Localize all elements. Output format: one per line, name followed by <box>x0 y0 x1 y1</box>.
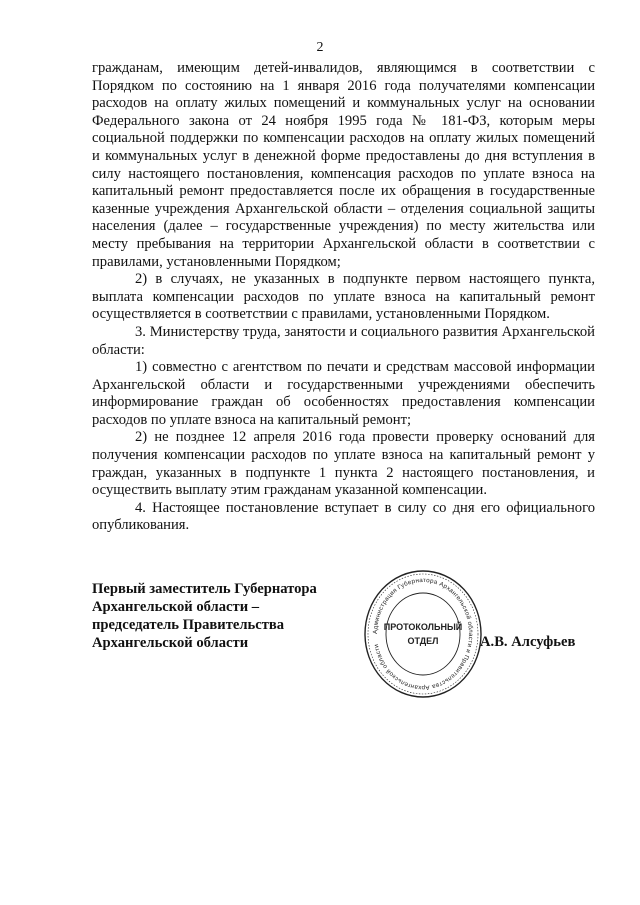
document-body <box>92 60 595 535</box>
paragraph-2: 2) в случаях, не указанных в подпункте первом настоящего пункта, выплата компенсации расходов по уплате взноса на капитальный ремонт осуществляется в соответствии с правилами, установленными Порядком. <box>92 271 595 323</box>
signature-title-line: Первый заместитель Губернатора <box>92 581 317 597</box>
page-number: 2 <box>316 40 324 55</box>
paragraph-6: 4. Настоящее постановление вступает в силу со дня его официального опубликования. <box>92 499 595 534</box>
official-stamp <box>362 568 484 700</box>
stamp-inner-line-1: ПРОТОКОЛЬНЫЙ <box>383 622 463 632</box>
svg-text:Администрация Губернатора Арха <box>372 577 474 691</box>
signature-title-line: председатель Правительства <box>92 617 285 633</box>
paragraph-4: 1) совместно с агентством по печати и средствам массовой информации Архангельской области и государственными учреждениями обеспечить информирование граждан об особенностях предоставления компенсации расходов по уплате взноса на капитальный ремонт; <box>92 359 595 428</box>
stamp-inner-line-2: ОТДЕЛ <box>407 636 439 646</box>
paragraph-5: 2) не позднее 12 апреля 2016 года провести проверку оснований для получения компенсации расходов по уплате взноса на капитальный ремонт у граждан, указанных в подпункте 1 пункта 2 настоящего постановления, и осуществить выплату этим гражданам указанной компенсации. <box>92 429 595 499</box>
signature-title-line: Архангельской области – <box>92 599 260 615</box>
paragraph-3: 3. Министерству труда, занятости и социального развития Архангельской области: <box>92 323 595 358</box>
signer-name: А.В. Алсуфьев <box>480 634 576 650</box>
paragraph-1: гражданам, имеющим детей-инвалидов, являющимся в соответствии с Порядком по состоянию на 1 января 2016 года получателями компенсации расходов на оплату жилых помещений и коммунальных услуг на основании Федерального закона от 24 ноября 1995 года № 181-ФЗ, которым меры социальной поддержки по компенсации расходов на оплату жилых помещений и коммунальных услуг в денежной форме предоставлены до дня вступления в силу настоящего постановления, компенсация расходов по уплате взноса на капитальный ремонт предоставляется после их обращения в государственные казенные учреждения Архангельской области – отделения социальной защиты населения (далее – государственные учреждения) по месту жительства или месту пребывания на территории Архангельской области в соответствии с правилами, установленными Порядком; <box>92 60 595 270</box>
stamp-ring-text: Администрация Губернатора Архангельской области и Правительства Архангельской области <box>371 576 475 692</box>
signature-title-line: Архангельской области <box>92 635 249 651</box>
signature-title <box>92 580 352 652</box>
